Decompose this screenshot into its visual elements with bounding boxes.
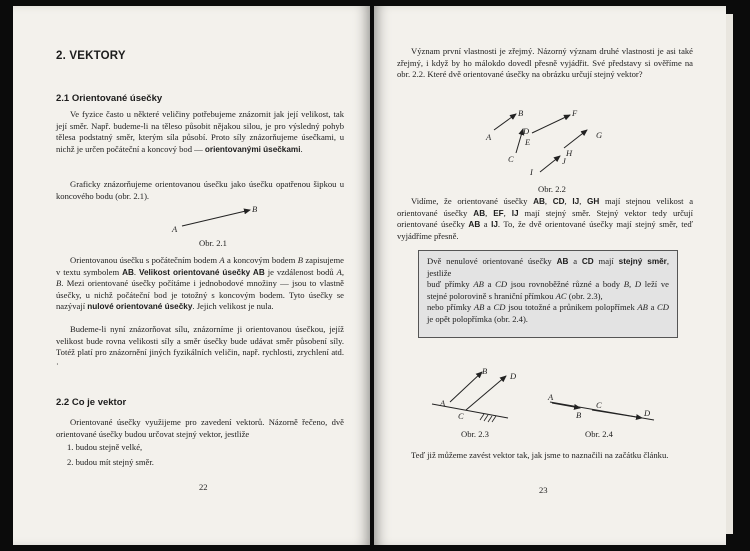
paragraph-notation: Orientovanou úsečku s počátečním bodem A a koncovým bodem B zapisujeme v textu symbolem AB. Velikost orientované úsečky AB je vzdálenost bodů A, B. Mezi orientované úsečky počítáme i jednobodové množiny — jsou to vlastně úsečky, u nichž počáteční bod je totožný s koncovým bodem. Tyto úsečky se nazývají nulové orientované úsečky. Jejich velikost je nula. bbox=[56, 255, 345, 312]
chapter-title: 2. VEKTORY bbox=[56, 50, 126, 62]
segment-ab bbox=[494, 114, 516, 130]
svg-text:B: B bbox=[518, 108, 524, 118]
list-item-2: 2. budou mít stejný směr. bbox=[67, 457, 154, 467]
svg-text:G: G bbox=[596, 130, 603, 140]
svg-text:J: J bbox=[562, 156, 566, 166]
svg-text:F: F bbox=[572, 108, 578, 118]
section-heading-2-2: 2.2 Co je vektor bbox=[56, 397, 127, 408]
segment-ij bbox=[540, 156, 560, 172]
svg-text:C: C bbox=[458, 411, 464, 421]
svg-text:A: A bbox=[440, 398, 446, 408]
svg-text:D: D bbox=[523, 126, 530, 136]
vector-cd-collinear bbox=[592, 410, 642, 418]
paragraph-comparison: Vidíme, že orientované úsečky AB, CD, IJ, GH mají stejnou velikost a orientované úsečky AB, EF, IJ mají stejný směr. Stejný vektor tedy určují orientované úsečky AB a IJ. To, že dvě orientované úsečky mají stejný směr, teď vyjádříme přesně. bbox=[397, 196, 694, 241]
svg-text:D: D bbox=[510, 371, 517, 381]
svg-text:B: B bbox=[576, 410, 582, 420]
paragraph-force: Budeme-li nyní znázorňovat sílu, znázorníme ji orientovanou úsečkou, jejíž velikost bude rovna velikosti síly a směr úsečky bude udávat směr působení síly. Totéž platí pro znázornění jiných fyzikálních veličin, např. rychlosti, zrychlení atd. · bbox=[56, 324, 344, 369]
right-page bbox=[374, 6, 726, 545]
segment-ef bbox=[532, 115, 570, 133]
segment-cd bbox=[516, 129, 523, 153]
left-page bbox=[13, 6, 370, 545]
svg-text:H: H bbox=[566, 148, 573, 158]
point-label-b: B bbox=[252, 204, 258, 214]
paragraph-vectors: Orientované úsečky využijeme pro zavedení vektorů. Názorně řečeno, dvě orientované úsečky budou určovat stejný vektor, jestliže bbox=[56, 417, 344, 439]
vector-ab-arrow bbox=[182, 210, 250, 226]
figure-2-1-caption: Obr. 2.1 bbox=[199, 238, 227, 248]
book-page-edge bbox=[726, 14, 733, 534]
paragraph-intro: Ve fyzice často u některé veličiny potřebujeme znázornit jak její velikost, tak její směr. Např. budeme-li na těleso působit nějakou silou, je pro výsledný pohyb tělesa podstatný směr, kterým síla působí. Proto síly znázorňujeme úsečkami, u nichž je určen počáteční a koncový bod — orientovanými úsečkami. bbox=[56, 109, 344, 154]
svg-text:A: A bbox=[486, 132, 492, 142]
point-label-a: A bbox=[172, 224, 178, 234]
svg-text:A: A bbox=[548, 394, 554, 402]
svg-text:I: I bbox=[530, 167, 533, 177]
figure-2-3 bbox=[428, 364, 532, 424]
segment-gh bbox=[564, 130, 587, 148]
page-number-left: 22 bbox=[199, 482, 208, 492]
svg-text:C: C bbox=[508, 154, 514, 164]
svg-text:C: C bbox=[596, 400, 602, 410]
paragraph-conclusion: Teď již můžeme zavést vektor tak, jak jsme to naznačili na začátku článku. bbox=[411, 450, 669, 460]
figure-2-4-caption: Obr. 2.4 bbox=[585, 429, 613, 439]
paragraph-graphic: Graficky znázorňujeme orientovanou úsečku jako úsečku opatřenou šipkou u koncového bodu (obr. 2.1). bbox=[56, 179, 344, 201]
vector-ab-collinear bbox=[552, 403, 580, 408]
figure-2-3-caption: Obr. 2.3 bbox=[461, 429, 489, 439]
paragraph-meaning: Význam první vlastnosti je zřejmý. Názorný význam druhé vlastnosti je asi také zřejmý, i když by ho málokdo dovedl přesně vyjádřit. Své představy si ověříme na obr. 2.2. Které dvě orientované úsečky na obrázku určují stejný vektor? bbox=[397, 46, 693, 80]
svg-text:B: B bbox=[482, 366, 488, 376]
figure-2-2 bbox=[478, 98, 628, 180]
figure-2-4 bbox=[546, 394, 664, 430]
definition-box: Dvě nenulové orientované úsečky AB a CD mají stejný směr, jestliže buď přímky AB a CD jsou rovnoběžné různé a body B, D leží ve stejné polorovině s hraniční přímkou AC (obr. 2.3), nebo přímky AB a CD jsou totožné a průnikem polopřímek AB a CD je opět polopřímka (obr. 2.4). bbox=[418, 250, 678, 338]
page-number-right: 23 bbox=[539, 485, 548, 495]
list-item-1: 1. budou stejně velké, bbox=[67, 442, 143, 452]
figure-2-2-caption: Obr. 2.2 bbox=[538, 184, 566, 194]
vector-ab bbox=[450, 372, 482, 402]
section-heading-2-1: 2.1 Orientované úsečky bbox=[56, 93, 163, 104]
svg-text:E: E bbox=[525, 137, 531, 147]
svg-text:D: D bbox=[644, 408, 651, 418]
figure-2-1 bbox=[168, 198, 278, 234]
